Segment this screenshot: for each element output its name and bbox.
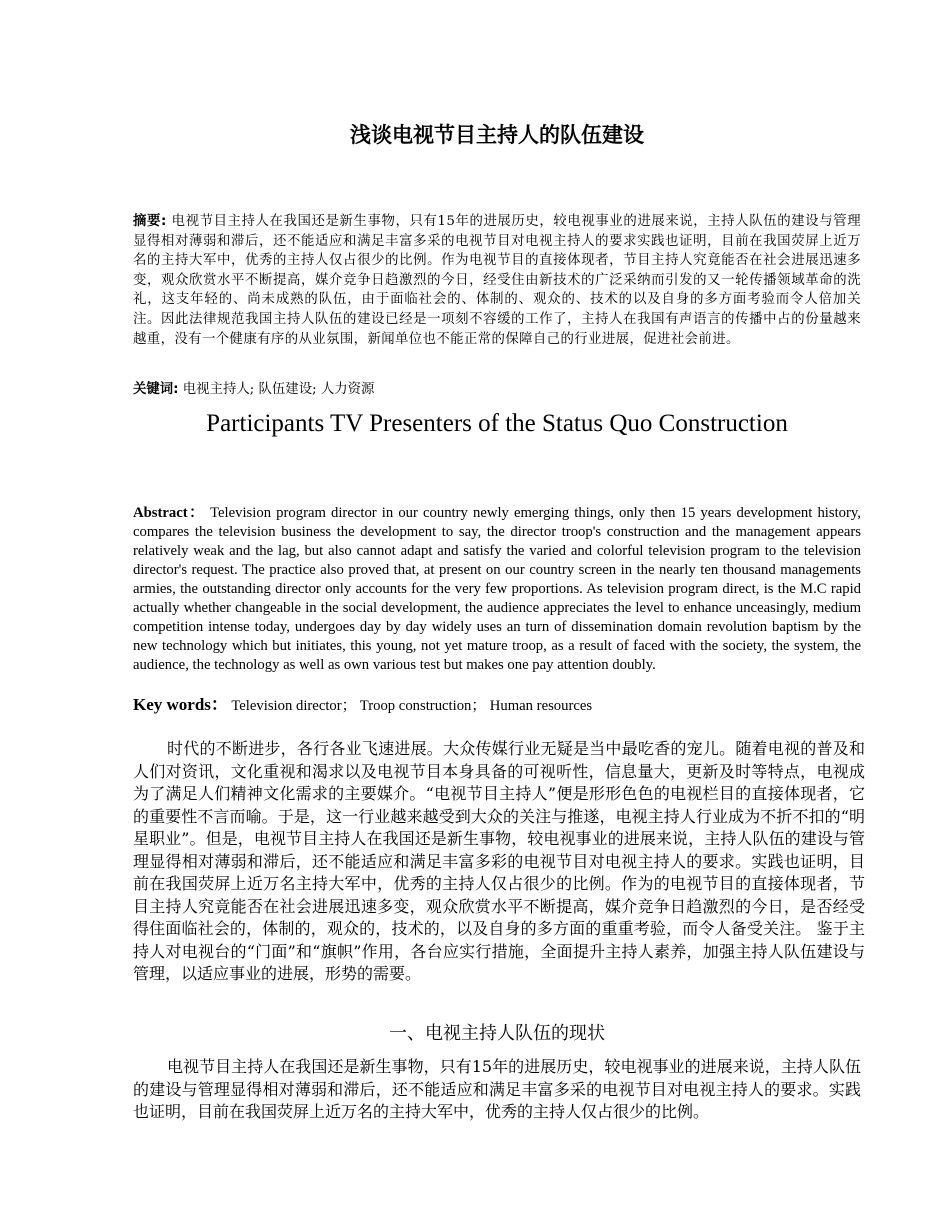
english-keywords-text: Television director； Troop construction； Human resources bbox=[231, 698, 593, 714]
chinese-title: 浅谈电视节目主持人的队伍建设 bbox=[350, 123, 644, 147]
intro-paragraph: 时代的不断进步，各行各业飞速进展。大众传媒行业无疑是当中最吃香的宠儿。随着电视的普及和人们对资讯，文化重视和渴求以及电视节目本身具备的可视听性，信息量大，更新及时等特点，电视成为了满足人们精神文化需求的主要媒介。“电视节目主持人”便是形形色色的电视栏目的直接体现者，它的重要性不言而喻。于是，这一行业越来越受到大众的关注与推遂，电视主持人行业成为不折不扣的“明星职业”。但是，电视节目主持人在我国还是新生事物，较电视事业的进展来说，主持人队伍的建设与管理显得相对薄弱和滞后，还不能适应和满足丰富多彩的电视节目对电视主持人的要求。实践也证明，目前在我国荧屏上近万名主持大军中，优秀的主持人仅占很少的比例。作为的电视节目的直接体现者，节目主持人究竟能否在社会进展迅速多变，观众欣赏水平不断提高，媒介竞争日趋激烈的今日，是否经受得住面临社会的，体制的，观众的，技术的，以及自身的多方面的重重考验，而令人备受关注。 鉴于主持人对电视台的“门面”和“旗帜”作用，各台应实行措施，全面提升主持人素养，加强主持人队伍建设与管理，以适应事业的进展，形势的需要。 bbox=[133, 739, 865, 983]
chinese-keywords bbox=[133, 380, 861, 400]
english-abstract-label: Abstract： bbox=[133, 505, 206, 521]
chinese-abstract-label: 摘要: bbox=[133, 214, 167, 229]
chinese-keywords-label: 关键词: bbox=[133, 382, 179, 397]
chinese-abstract-text: 电视节目主持人在我国还是新生事物，只有15年的进展历史，较电视事业的进展来说，主持人队伍的建设与管理显得相对薄弱和滞后，还不能适应和满足丰富多采的电视节目对电视主持人的要求实践也证明，目前在我国荧屏上近万名的主持大军中，优秀的主持人仅占很少的比例。作为电视节目的直接体现者，节目主持人究竟能否在社会进展迅速多变，观众欣赏水平不断提高，媒介竞争日趋激烈的今日，经受住由新技术的广泛采纳而引发的又一轮传播领域革命的洗礼，这支年轻的、尚未成熟的队伍，由于面临社会的、体制的、观众的、技术的以及自身的多方面考验而令人倍加关注。因此法律规范我国主持人队伍的建设已经是一项刻不容缓的工作了，主持人在我国有声语言的传播中占的份量越来越重，没有一个健康有序的从业氛围，新闻单位也不能正常的保障自己的行业进展，促进社会前进。 bbox=[133, 214, 861, 347]
section-1-heading: 一、电视主持人队伍的现状 bbox=[389, 1023, 605, 1044]
english-keywords bbox=[133, 694, 861, 717]
chinese-keywords-text: 电视主持人; 队伍建设; 人力资源 bbox=[182, 382, 375, 397]
english-keywords-label: Key words： bbox=[133, 695, 228, 714]
chinese-abstract bbox=[133, 212, 861, 349]
section-1-paragraph: 电视节目主持人在我国还是新生事物，只有15年的进展历史，较电视事业的进展来说，主持人队伍的建设与管理显得相对薄弱和滞后，还不能适应和满足丰富多采的电视节目对电视主持人的要求。实践也证明，目前在我国荧屏上近万名的主持大军中，优秀的主持人仅占很少的比例。 bbox=[133, 1057, 861, 1121]
english-abstract bbox=[133, 504, 861, 675]
english-title: Participants TV Presenters of the Status Quo Construction bbox=[206, 410, 788, 437]
english-abstract-text: Television program director in our country newly emerging things, only then 15 years development history, compares the television business the development to say, the director troop's construction and the management appears relatively weak and the lag, but also cannot adapt and satisfy the varied and colorful television program to the television director's request. The practice also proved that, at present on our country screen in the nearly ten thousand managements armies, the outstanding director only accounts for the very few proportions. As television program direct, is the M.C rapid actually whether changeable in the social development, the audience appreciates the level to enhance unceasingly, medium competition intense today, undergoes day by day widely uses an turn of dissemination domain revolution baptism by the new technology which but initiates, this young, not yet mature troop, as a result of faced with the society, the system, the audience, the technology as well as own various test but makes one pay attention doubly. bbox=[133, 505, 861, 673]
